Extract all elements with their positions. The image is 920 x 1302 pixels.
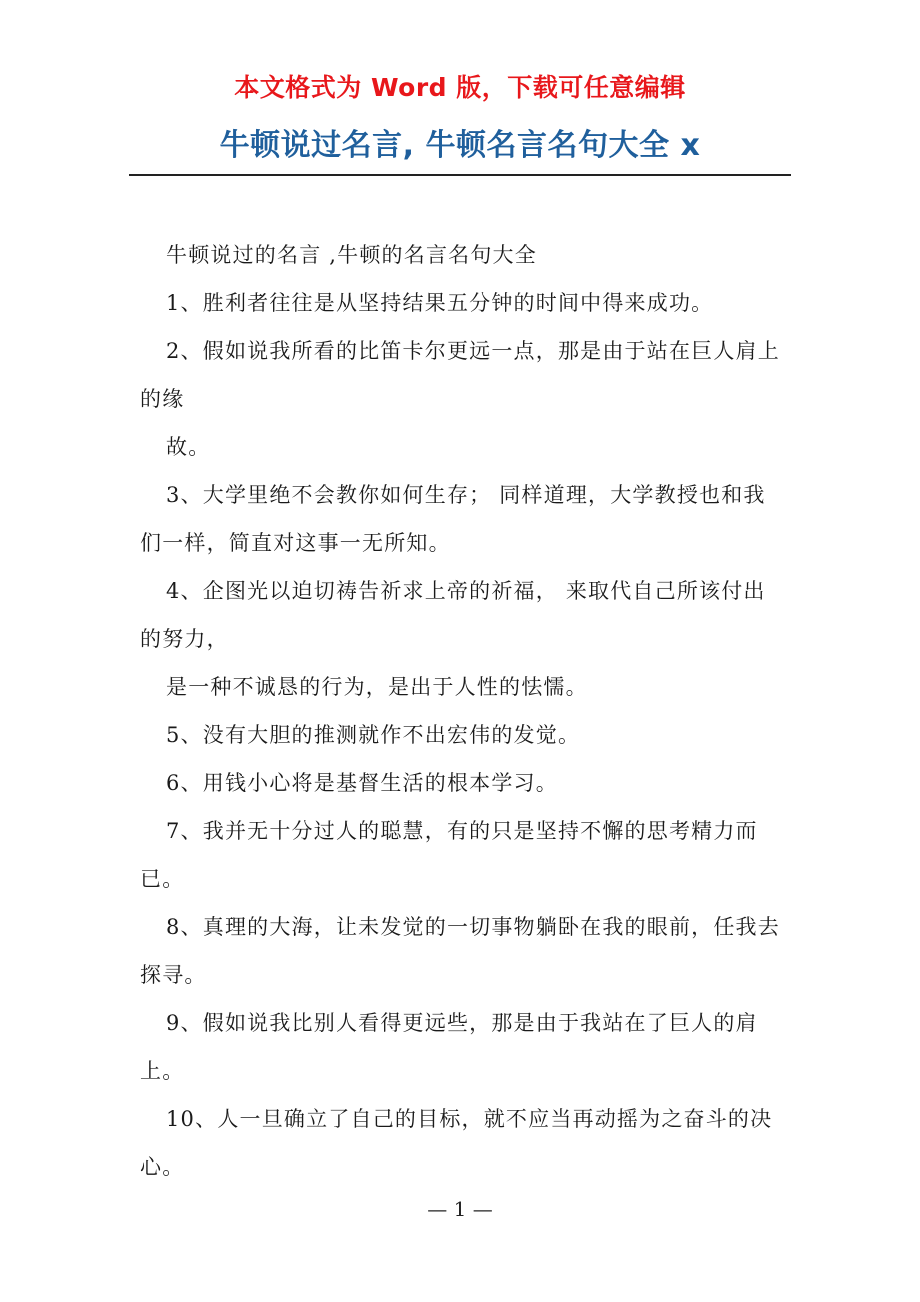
format-notice: 本文格式为 Word 版，下载可任意编辑 <box>234 73 686 102</box>
intro-line: 牛顿说过的名言 ,牛顿的名言名句大全 <box>166 243 537 267</box>
quote-item-4-continuation: 是一种不诚恳的行为，是出于人性的怯懦。 <box>166 675 588 699</box>
document-body <box>140 231 782 1191</box>
quote-item-4: 4、企图光以迫切祷告祈求上帝的祈福， 来取代自己所该付出的努力， <box>140 579 766 651</box>
quote-item-6: 6、用钱小心将是基督生活的根本学习。 <box>166 771 558 795</box>
quote-item-10: 10、人一旦确立了自己的目标，就不应当再动摇为之奋斗的决心。 <box>140 1107 773 1179</box>
quote-item-2: 2、假如说我所看的比笛卡尔更远一点，那是由于站在巨人肩上的缘 <box>140 339 780 411</box>
quote-item-8: 8、真理的大海，让未发觉的一切事物躺卧在我的眼前，任我去探寻。 <box>140 915 780 987</box>
quote-item-7: 7、我并无十分过人的聪慧，有的只是坚持不懈的思考精力而已。 <box>140 819 758 891</box>
quote-item-3: 3、大学里绝不会教你如何生存； 同样道理，大学教授也和我们一样，简直对这事一无所知。 <box>140 483 766 555</box>
document-title: 牛顿说过名言, 牛顿名言名句大全 x <box>219 128 701 163</box>
quote-item-1: 1、胜利者往往是从坚持结果五分钟的时间中得来成功。 <box>166 291 714 315</box>
page-number: — 1 — <box>427 1197 493 1221</box>
quote-item-5: 5、没有大胆的推测就作不出宏伟的发觉。 <box>166 723 581 747</box>
quote-item-9: 9、假如说我比别人看得更远些，那是由于我站在了巨人的肩上。 <box>140 1011 758 1083</box>
quote-item-2-continuation: 故。 <box>166 435 211 459</box>
title-divider <box>129 174 791 176</box>
